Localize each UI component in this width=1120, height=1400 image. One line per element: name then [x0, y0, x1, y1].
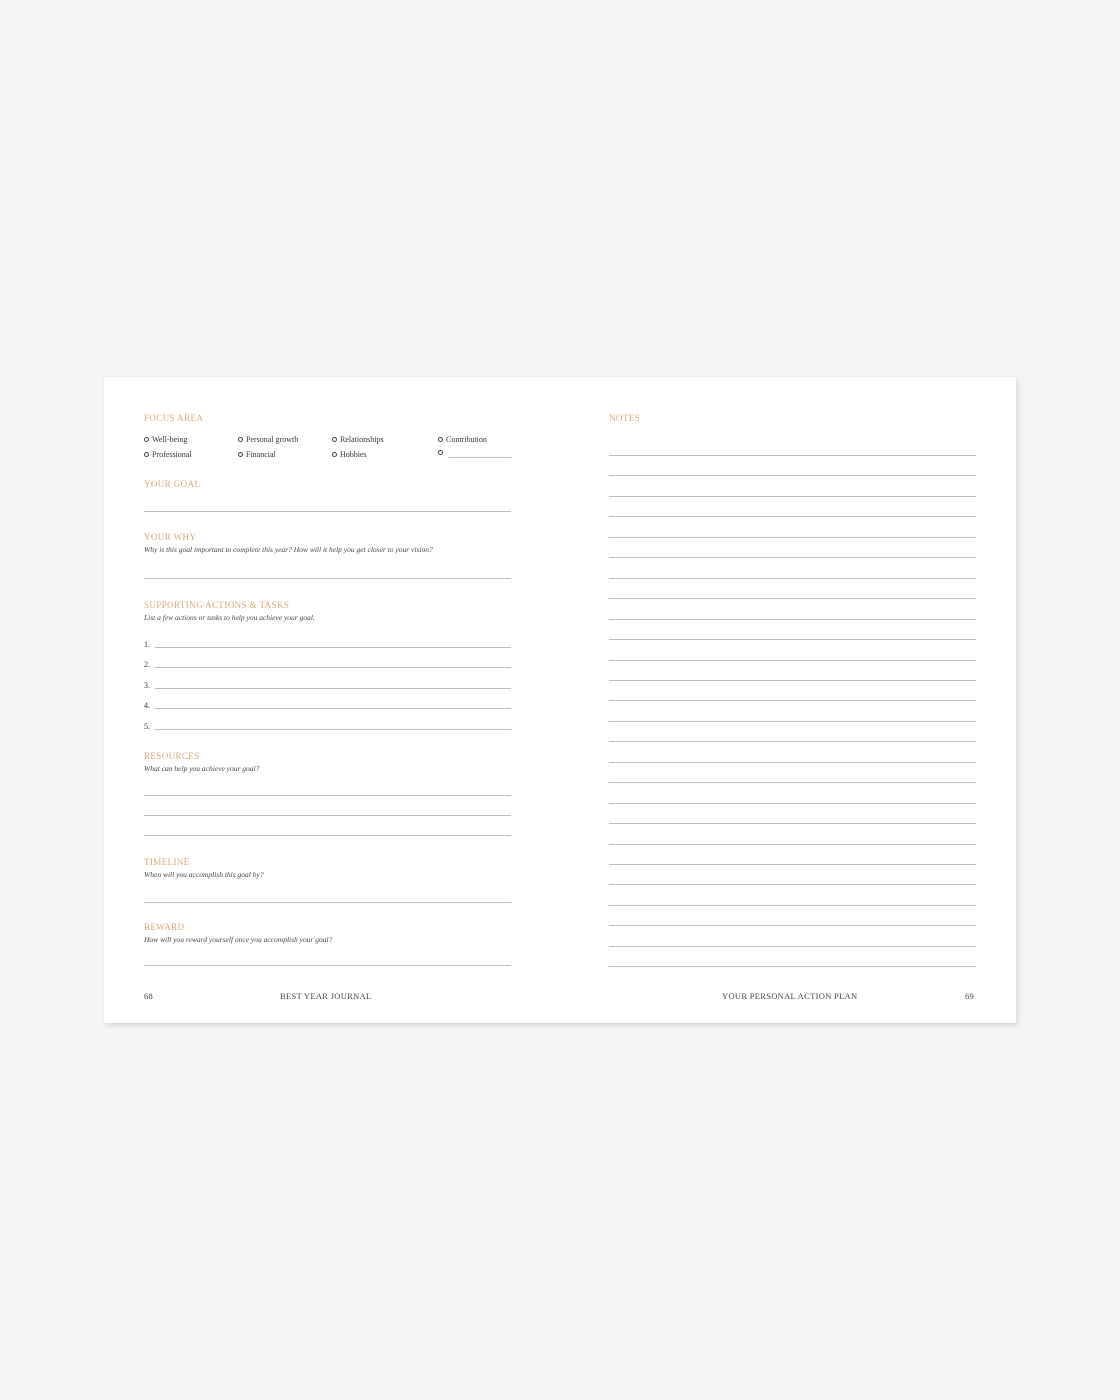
notes-line[interactable] [609, 925, 976, 926]
focus-option-other[interactable] [438, 450, 446, 455]
checkbox-circle-icon [332, 437, 337, 442]
focus-option-relationships[interactable]: Relationships [332, 435, 384, 444]
resources-line[interactable] [144, 815, 511, 816]
notes-line[interactable] [609, 496, 976, 497]
notes-line[interactable] [609, 619, 976, 620]
checkbox-circle-icon [238, 437, 243, 442]
task-line[interactable] [155, 688, 511, 689]
supporting-actions-heading: SUPPORTING ACTIONS & TASKS [144, 600, 290, 610]
notes-line[interactable] [609, 721, 976, 722]
reward-prompt: How will you reward yourself once you accomplish your goal? [144, 935, 333, 944]
focus-option-contribution[interactable]: Contribution [438, 435, 487, 444]
your-goal-heading: YOUR GOAL [144, 479, 201, 489]
resources-prompt: What can help you achieve your goal? [144, 764, 260, 773]
notes-line[interactable] [609, 680, 976, 681]
reward-line[interactable] [144, 965, 511, 966]
notes-line[interactable] [609, 475, 976, 476]
task-line[interactable] [155, 647, 511, 648]
notes-line[interactable] [609, 966, 976, 967]
checkbox-circle-icon [438, 437, 443, 442]
resources-line[interactable] [144, 835, 511, 836]
checkbox-circle-icon [144, 437, 149, 442]
task-number: 4. [144, 701, 150, 710]
why-line[interactable] [144, 578, 511, 579]
left-page-number: 68 [144, 991, 154, 1001]
notes-line[interactable] [609, 844, 976, 845]
notes-line[interactable] [609, 516, 976, 517]
task-number: 1. [144, 640, 150, 649]
your-why-prompt: Why is this goal important to complete this year? How will it help you get closer to your vision? [144, 545, 433, 554]
notes-line[interactable] [609, 782, 976, 783]
notes-line[interactable] [609, 946, 976, 947]
checkbox-circle-icon [438, 450, 443, 455]
task-line[interactable] [155, 708, 511, 709]
notes-line[interactable] [609, 598, 976, 599]
right-page [560, 377, 1016, 1023]
resources-heading: RESOURCES [144, 751, 200, 761]
resources-line[interactable] [144, 795, 511, 796]
notes-line[interactable] [609, 823, 976, 824]
timeline-heading: TIMELINE [144, 857, 190, 867]
task-number: 3. [144, 681, 150, 690]
notes-heading: NOTES [609, 413, 640, 423]
focus-option-hobbies[interactable]: Hobbies [332, 450, 367, 459]
notes-line[interactable] [609, 578, 976, 579]
notes-line[interactable] [609, 864, 976, 865]
checkbox-circle-icon [144, 452, 149, 457]
notes-line[interactable] [609, 557, 976, 558]
notes-line[interactable] [609, 700, 976, 701]
focus-area-heading: FOCUS AREA [144, 413, 204, 423]
notes-line[interactable] [609, 803, 976, 804]
notes-line[interactable] [609, 660, 976, 661]
task-line[interactable] [155, 729, 511, 730]
left-footer-title: BEST YEAR JOURNAL [280, 991, 372, 1001]
timeline-prompt: When will you accomplish this goal by? [144, 870, 264, 879]
timeline-line[interactable] [144, 902, 511, 903]
task-line[interactable] [155, 667, 511, 668]
notes-line[interactable] [609, 762, 976, 763]
checkbox-circle-icon [332, 452, 337, 457]
notes-line[interactable] [609, 455, 976, 456]
task-number: 2. [144, 660, 150, 669]
focus-option-financial[interactable]: Financial [238, 450, 276, 459]
focus-other-line[interactable] [449, 457, 511, 458]
focus-option-personal-growth[interactable]: Personal growth [238, 435, 298, 444]
supporting-actions-prompt: List a few actions or tasks to help you achieve your goal. [144, 613, 315, 622]
right-page-number: 69 [965, 991, 975, 1001]
left-page [104, 377, 560, 1023]
notes-line[interactable] [609, 741, 976, 742]
notes-line[interactable] [609, 537, 976, 538]
notes-line[interactable] [609, 639, 976, 640]
right-footer-title: YOUR PERSONAL ACTION PLAN [722, 991, 858, 1001]
notes-line[interactable] [609, 884, 976, 885]
focus-option-professional[interactable]: Professional [144, 450, 192, 459]
journal-spread [104, 377, 1016, 1023]
checkbox-circle-icon [238, 452, 243, 457]
goal-line[interactable] [144, 511, 511, 512]
reward-heading: REWARD [144, 922, 185, 932]
your-why-heading: YOUR WHY [144, 532, 197, 542]
task-number: 5. [144, 722, 150, 731]
notes-line[interactable] [609, 905, 976, 906]
focus-option-well-being[interactable]: Well-being [144, 435, 187, 444]
